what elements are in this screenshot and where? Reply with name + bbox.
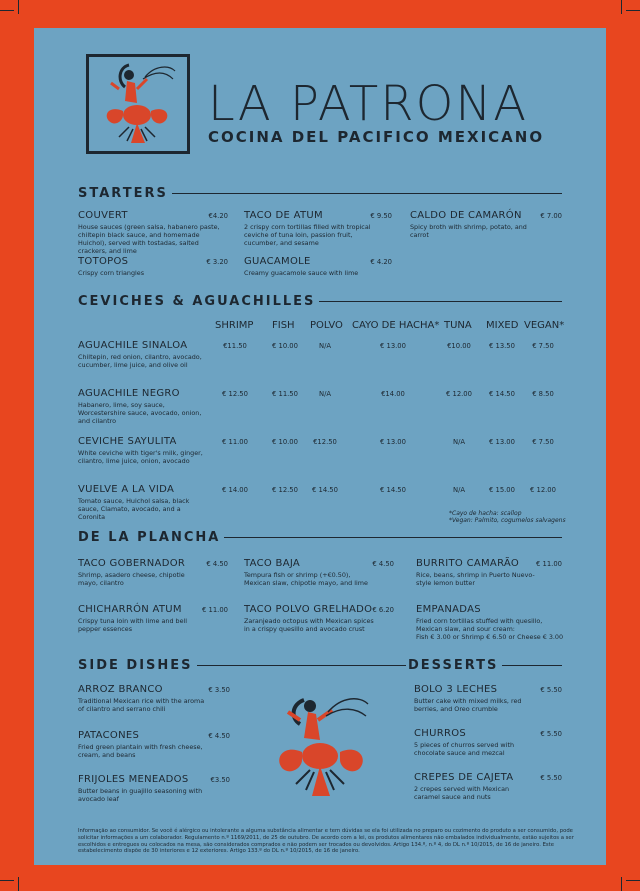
item-description: Tomato sauce, Huichol salsa, black sauce, Clamato, avocado, and a Coronita bbox=[78, 497, 190, 521]
ceviche-price: € 10.00 bbox=[272, 438, 298, 446]
ceviche-price: N/A bbox=[318, 390, 332, 398]
ceviche-price: € 14.50 bbox=[489, 390, 515, 398]
menu-item-taco-polvo-grelhado: TACO POLVO GRELHADO Zaranjeado octopus with Mexican spices in a crispy quesillo and avocado crust bbox=[244, 604, 374, 633]
column-header: FISH bbox=[272, 320, 295, 331]
menu-item-patacones: PATACONES Fried green plantain with fresh cheese, cream, and beans bbox=[78, 730, 203, 759]
column-header: POLVO bbox=[310, 320, 343, 331]
ceviche-price: € 7.50 bbox=[532, 438, 554, 446]
menu-item-taco-gobernador: TACO GOBERNADOR Shrimp, asadero cheese, chipotle mayo, cilantro bbox=[78, 558, 186, 587]
ceviche-price: € 14.50 bbox=[312, 486, 338, 494]
ceviche-price: € 13.50 bbox=[489, 342, 515, 350]
item-description: Chiltepin, red onion, cilantro, avocado, cucumber, lime juice, and olive oil bbox=[78, 353, 202, 369]
menu-item-empanadas: EMPANADAS Fried corn tortillas stuffed with quesillo, Mexican slaw, and sour cream: Fish € 3.00 or Shrimp € 6.50 or Cheese € 3.00 bbox=[416, 604, 564, 641]
item-price: € 5.50 bbox=[540, 774, 562, 782]
consumer-information: Informação ao consumidor. Se você é alérgico ou intolerante a alguma substância alimentar e tem dúvidas se ela foi utilizada no preparo ou cozimento do produto a ser consumido, pode solicitar informações a um colaborador. Regulamento n.º 1169/2011, de 25 de outubro. De acordo com a lei, os produtos alimentares não embalados individualmente, estão sujeitos a ser escolhidos e entregues ou colocados na mesa, são considerados comprados e não podem ser trocados ou devolvidos. Artigo 134.º, n.º 4, do DL n.º 10/2015, de 16 de janeiro. Este estabelecimento dispõe de 30 interiores e 12 exteriores. Artigo 133.º do DL n.º 10/2015, de 16 de janeiro. bbox=[78, 828, 574, 855]
item-name: CEVICHE SAYULITA bbox=[78, 436, 177, 447]
item-price: € 4.50 bbox=[206, 560, 228, 568]
crop-mark bbox=[18, 877, 19, 891]
item-price: € 4.50 bbox=[208, 732, 230, 740]
crop-mark bbox=[621, 877, 622, 891]
menu-item-frijoles-meneados: FRIJOLES MENEADOS Butter beans in guajillo seasoning with avocado leaf bbox=[78, 774, 203, 803]
ceviche-price: € 14.00 bbox=[222, 486, 248, 494]
column-header: TUNA bbox=[444, 320, 472, 331]
ceviche-price: € 12.00 bbox=[446, 390, 472, 398]
menu-item-arroz-branco: ARROZ BRANCO Traditional Mexican rice with the aroma of cilantro and serrano chili bbox=[78, 684, 205, 713]
menu-item-crepes-de-cajeta: CREPES DE CAJETA 2 crepes served with Mexican caramel sauce and nuts bbox=[414, 772, 514, 801]
footnote: *Cayo de hacha: scallop *Vegan: Palmito, cogumelos salvagens bbox=[449, 510, 566, 524]
item-name: AGUACHILE SINALOA bbox=[78, 340, 188, 351]
menu-item-taco-baja: TACO BAJA Tempura fish or shrimp (+€0.50), Mexican slaw, chipotle mayo, and lime bbox=[244, 558, 368, 587]
menu-item-caldo-de-camaron: CALDO DE CAMARÓN Spicy broth with shrimp, potato, and carrot bbox=[410, 210, 527, 239]
item-price: € 5.50 bbox=[540, 686, 562, 694]
item-price: € 11.00 bbox=[202, 606, 228, 614]
brand-name: LA PATRONA bbox=[208, 76, 529, 132]
section-title: CEVICHES & AGUACHILLES bbox=[78, 294, 316, 309]
menu-item-chicharron-atum: CHICHARRÓN ATUM Crispy tuna loin with lime and bell pepper essences bbox=[78, 604, 188, 633]
column-header: VEGAN* bbox=[524, 320, 565, 331]
item-price: € 4.50 bbox=[372, 560, 394, 568]
section-title: DESSERTS bbox=[408, 658, 499, 673]
ceviche-price: € 13.00 bbox=[489, 438, 515, 446]
item-price: €4.20 bbox=[208, 212, 228, 220]
menu-item-churros: CHURROS 5 pieces of churros served with chocolate sauce and mezcal bbox=[414, 728, 514, 757]
crop-mark bbox=[626, 880, 640, 881]
menu-item-bolo-3-leches: BOLO 3 LECHES Butter cake with mixed milks, red berries, and Oreo crumble bbox=[414, 684, 522, 713]
ceviche-price: € 13.00 bbox=[380, 342, 406, 350]
section-title: STARTERS bbox=[78, 186, 168, 201]
ceviche-price: € 11.50 bbox=[272, 390, 298, 398]
menu-item-taco-de-atum: TACO DE ATUM 2 crispy corn tortillas filled with tropical ceviche of tuna loin, passion fruit, cucumber, and sesame bbox=[244, 210, 371, 247]
ceviche-price: N/A bbox=[318, 342, 332, 350]
item-price: € 6.20 bbox=[372, 606, 394, 614]
menu-item-burrito-camarao: BURRITO CAMARÃO Rice, beans, shrimp in Puerto Nuevo-style lemon butter bbox=[416, 558, 535, 587]
item-name: AGUACHILE NEGRO bbox=[78, 388, 180, 399]
crop-mark bbox=[626, 10, 640, 11]
item-price: € 7.00 bbox=[540, 212, 562, 220]
ceviche-row bbox=[78, 484, 206, 521]
item-price: € 4.20 bbox=[370, 258, 392, 266]
ceviche-price: € 7.50 bbox=[532, 342, 554, 350]
section-ceviches bbox=[78, 294, 562, 309]
item-name: VUELVE A LA VIDA bbox=[78, 484, 175, 495]
item-description: White ceviche with tiger's milk, ginger, cilantro, lime juice, onion, avocado bbox=[78, 449, 203, 465]
lobster-illustration bbox=[266, 690, 386, 810]
brand-tagline: COCINA DEL PACIFICO MEXICANO bbox=[208, 128, 545, 146]
ceviche-price: € 8.50 bbox=[532, 390, 554, 398]
ceviche-price: € 12.50 bbox=[272, 486, 298, 494]
lobster-mermaid-icon bbox=[266, 690, 386, 810]
item-price: € 3.20 bbox=[206, 258, 228, 266]
crop-mark bbox=[0, 10, 14, 11]
column-header: SHRIMP bbox=[215, 320, 254, 331]
ceviche-price: € 10.00 bbox=[272, 342, 298, 350]
item-price: € 5.50 bbox=[540, 730, 562, 738]
item-price: € 11.00 bbox=[536, 560, 562, 568]
section-desserts bbox=[408, 658, 562, 673]
ceviche-row bbox=[78, 388, 206, 425]
section-starters bbox=[78, 186, 562, 201]
section-side-dishes bbox=[78, 658, 406, 673]
ceviche-price: €11.50 bbox=[223, 342, 247, 350]
ceviche-price: € 12.50 bbox=[222, 390, 248, 398]
section-plancha bbox=[78, 530, 562, 545]
section-title: SIDE DISHES bbox=[78, 658, 193, 673]
menu-item-guacamole: GUACAMOLE Creamy guacamole sauce with lime bbox=[244, 256, 359, 277]
menu-item-couvert: COUVERT House sauces (green salsa, habanero paste, chiltepin black sauce, and homemade Huichol), served with tostadas, salted crackers, and lime bbox=[78, 210, 220, 255]
item-price: € 3.50 bbox=[208, 686, 230, 694]
ceviche-price: € 15.00 bbox=[489, 486, 515, 494]
ceviche-price: N/A bbox=[452, 438, 466, 446]
ceviche-price: € 12.00 bbox=[530, 486, 556, 494]
ceviche-price: N/A bbox=[452, 486, 466, 494]
ceviche-row bbox=[78, 436, 206, 465]
menu-item-totopos: TOTOPOS Crispy corn triangles bbox=[78, 256, 145, 277]
item-price: € 9.50 bbox=[370, 212, 392, 220]
crop-mark bbox=[0, 880, 14, 881]
crop-mark bbox=[18, 0, 19, 14]
ceviche-price: €12.50 bbox=[313, 438, 337, 446]
item-price: €3.50 bbox=[210, 776, 230, 784]
ceviche-price: € 14.50 bbox=[380, 486, 406, 494]
column-header: CAYO DE HACHA* bbox=[352, 320, 440, 331]
ceviche-row bbox=[78, 340, 206, 369]
logo-frame bbox=[86, 54, 190, 154]
ceviche-price: €14.00 bbox=[381, 390, 405, 398]
item-description: Habanero, lime, soy sauce, Worcestershire sauce, avocado, onion, and cilantro bbox=[78, 401, 202, 425]
ceviche-price: € 13.00 bbox=[380, 438, 406, 446]
ceviche-price: €10.00 bbox=[447, 342, 471, 350]
crop-mark bbox=[621, 0, 622, 14]
column-header: MIXED bbox=[486, 320, 519, 331]
lobster-mermaid-icon bbox=[89, 57, 187, 151]
ceviche-price: € 11.00 bbox=[222, 438, 248, 446]
section-title: DE LA PLANCHA bbox=[78, 530, 221, 545]
